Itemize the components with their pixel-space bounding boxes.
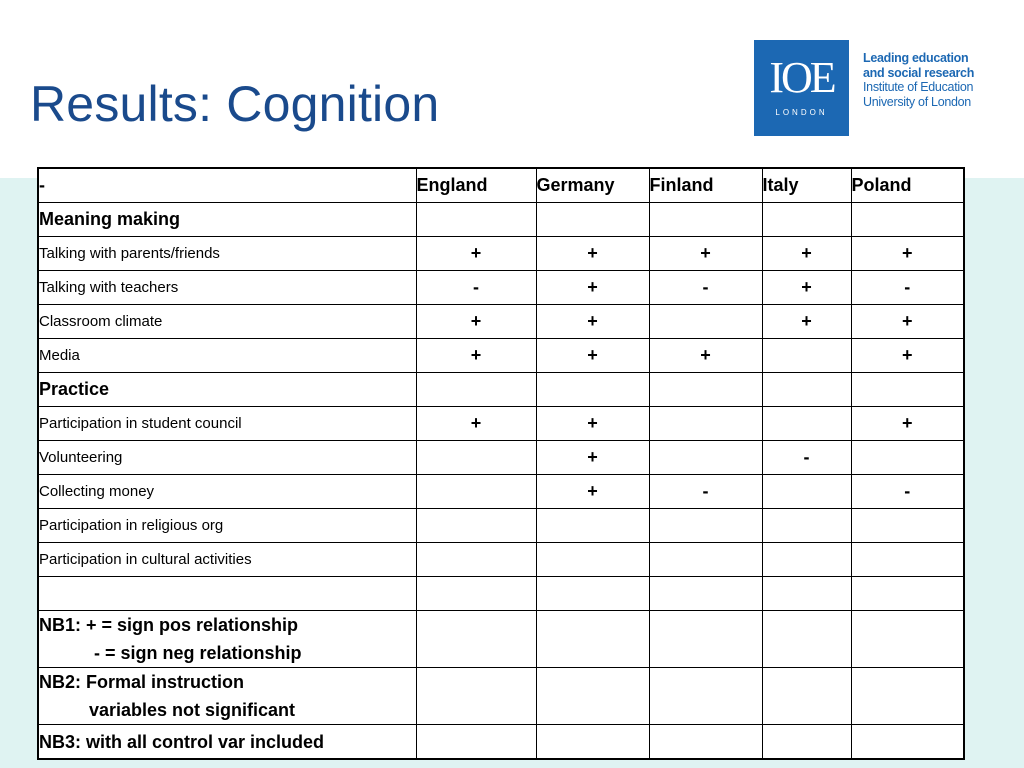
column-header: Italy [762,168,851,203]
table-row [38,475,964,509]
logo-mark: IOE [769,53,834,102]
row-label: Talking with parents/friends [38,237,416,271]
row-label: Classroom climate [38,305,416,339]
note-row [38,725,964,760]
result-cell: - [416,271,536,305]
section-label: Meaning making [38,203,416,237]
result-cell [649,305,762,339]
result-cell: + [416,339,536,373]
result-cell: + [649,237,762,271]
table-row [38,271,964,305]
empty-cell [416,668,536,725]
row-label: Participation in religious org [38,509,416,543]
table-row [38,577,964,611]
empty-cell [536,611,649,668]
result-cell: - [649,475,762,509]
result-cell [851,373,964,407]
result-cell [649,509,762,543]
result-cell: + [762,305,851,339]
empty-cell [416,725,536,760]
table-row [38,373,964,407]
note-line-1: NB1: + = sign pos relationship [39,615,299,635]
result-cell: + [851,237,964,271]
result-cell: + [536,305,649,339]
result-cell [762,407,851,441]
row-label [38,577,416,611]
table-row [38,543,964,577]
logo-line-2: and social research [863,65,975,80]
logo-sub: LONDON [775,108,828,117]
result-cell [762,339,851,373]
result-cell: - [851,271,964,305]
row-label: Volunteering [38,441,416,475]
result-cell: + [536,475,649,509]
result-cell [851,509,964,543]
results-table [37,167,965,760]
result-cell [536,509,649,543]
empty-cell [851,611,964,668]
table-row [38,339,964,373]
note-line-1: NB2: Formal instruction [39,672,245,692]
result-cell [851,203,964,237]
result-cell: + [851,407,964,441]
table-row [38,407,964,441]
logo-tagline [863,51,1013,109]
result-cell: + [416,407,536,441]
empty-cell [851,668,964,725]
note-row [38,668,964,725]
table-row [38,509,964,543]
header-corner-cell: - [38,168,416,203]
empty-cell [762,668,851,725]
ioe-logo [754,40,849,136]
result-cell [851,577,964,611]
empty-cell [416,611,536,668]
result-cell [762,543,851,577]
result-cell: + [762,271,851,305]
result-cell: - [649,271,762,305]
row-label: Media [38,339,416,373]
result-cell: + [536,339,649,373]
result-cell [762,509,851,543]
result-cell [416,543,536,577]
result-cell: + [649,339,762,373]
row-label: Participation in student council [38,407,416,441]
note-cell [38,611,416,668]
section-label: Practice [38,373,416,407]
result-cell [416,203,536,237]
result-cell [536,373,649,407]
result-cell [762,475,851,509]
result-cell [851,543,964,577]
result-cell [416,577,536,611]
note-row [38,611,964,668]
result-cell [416,475,536,509]
result-cell [536,577,649,611]
result-cell [536,203,649,237]
result-cell: + [536,407,649,441]
empty-cell [649,668,762,725]
result-cell: + [416,305,536,339]
result-cell [649,577,762,611]
result-cell [851,441,964,475]
result-cell: - [762,441,851,475]
note-line-2: - = sign neg relationship [94,643,302,663]
result-cell: + [416,237,536,271]
result-cell [536,543,649,577]
row-label: Participation in cultural activities [38,543,416,577]
result-cell: + [536,441,649,475]
result-cell [649,441,762,475]
result-cell [762,203,851,237]
result-cell [649,373,762,407]
result-cell: + [536,271,649,305]
result-cell [649,543,762,577]
empty-cell [649,611,762,668]
result-cell: + [851,305,964,339]
result-cell [649,203,762,237]
result-cell [416,509,536,543]
empty-cell [762,725,851,760]
column-header: England [416,168,536,203]
result-cell [649,407,762,441]
empty-cell [536,668,649,725]
table-header-row [38,168,964,203]
note-line-2: variables not significant [89,700,296,720]
result-cell [762,577,851,611]
result-cell [416,373,536,407]
table-row [38,237,964,271]
note-line-1: NB3: with all control var included [39,731,325,752]
empty-cell [762,611,851,668]
result-cell: + [762,237,851,271]
row-label: Collecting money [38,475,416,509]
table-row [38,203,964,237]
column-header: Finland [649,168,762,203]
table-row [38,305,964,339]
logo-line-1: Leading education [863,51,969,65]
column-header: Poland [851,168,964,203]
empty-cell [851,725,964,760]
empty-cell [649,725,762,760]
logo-line-4: University of London [863,94,971,109]
note-cell [38,668,416,725]
empty-cell [536,725,649,760]
result-cell: - [851,475,964,509]
result-cell: + [851,339,964,373]
logo-line-3: Institute of Education [863,80,974,94]
result-cell: + [536,237,649,271]
column-header: Germany [536,168,649,203]
result-cell [762,373,851,407]
table-row [38,441,964,475]
note-cell [38,725,416,760]
result-cell [416,441,536,475]
slide-title: Results: Cognition [30,76,440,132]
row-label: Talking with teachers [38,271,416,305]
